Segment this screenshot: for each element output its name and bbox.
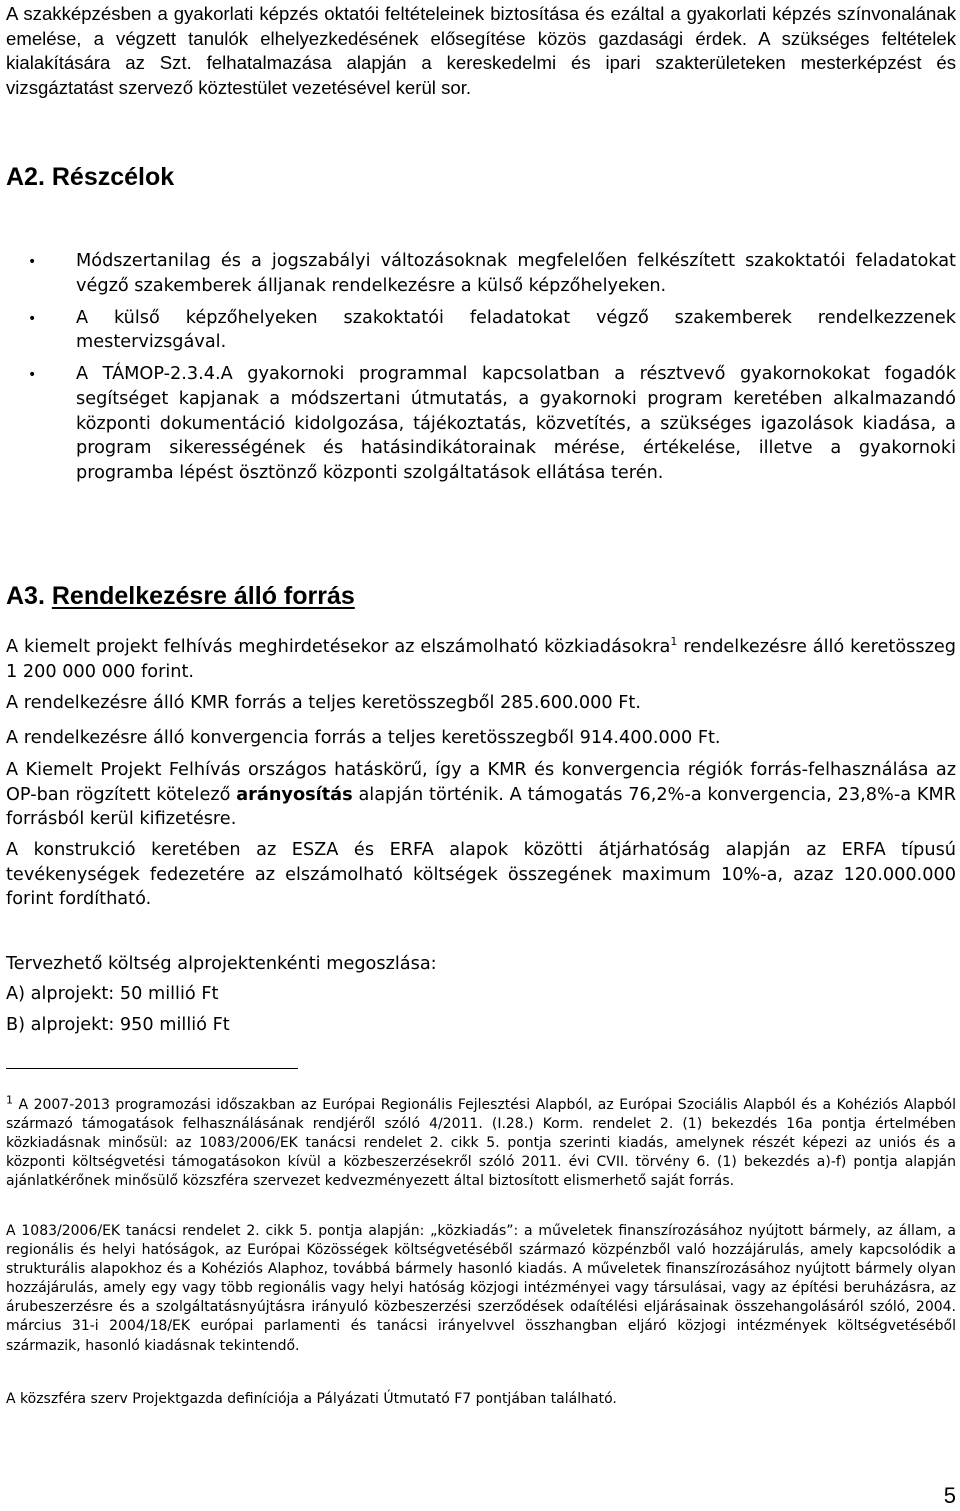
kmr-paragraph: A rendelkezésre álló KMR forrás a teljes keretösszegből 285.600.000 Ft. — [6, 693, 641, 713]
list-item — [6, 249, 956, 298]
budget-text-start: A kiemelt projekt felhívás meghirdetésekor az elszámolható közkiadásokra — [6, 637, 671, 657]
convergence-paragraph: A rendelkezésre álló konvergencia forrás a teljes keretösszegből 914.400.000 Ft. — [6, 728, 721, 748]
proportion-paragraph — [6, 758, 956, 832]
cost-split-heading: Tervezhető költség alprojektenkénti megoszlása: — [6, 954, 437, 974]
budget-paragraph — [6, 635, 956, 684]
footnote-1 — [6, 1093, 956, 1191]
bullet-icon: • — [28, 254, 37, 270]
bullet-icon: • — [28, 367, 37, 384]
proportion-text-end: alapján történik. A támogatás 76,2%-a konvergencia, 23,8%-a KMR forrásból kerül kifizetésre. — [6, 784, 957, 830]
section-a2-title: Részcélok — [51, 163, 175, 191]
goal-text: A külső képzőhelyeken szakoktatói feladatokat végző szakemberek rendelkezzenek mestervizsgával. — [76, 307, 956, 353]
intro-paragraph: A szakképzésben a gyakorlati képzés oktatói feltételeinek biztosítása és ezáltal a gyakorlati képzés színvonalának emelése, a végzett tanulók elhelyezkedésének elősegítése közös gazdasági érdek. A szükséges feltételek kialakítására az Szt. felhatalmazása alapján a kereskedelmi és ipari szakterületeken mesterképzést és vizsgáztatást szervező köztestület vezetésével kerül sor. — [6, 3, 956, 98]
section-a3-number: A3. — [6, 582, 45, 610]
section-a2-heading — [6, 162, 174, 192]
proportion-text-start: A Kiemelt Projekt Felhívás országos hatáskörű, így a KMR és konvergencia régiók forrás-felhasználása az OP-ban rögzített kötelező — [6, 760, 956, 805]
bullet-icon: • — [28, 310, 37, 327]
proportion-bold: arányosítás — [236, 784, 353, 805]
section-a3-title: Rendelkezésre álló forrás — [51, 582, 355, 610]
list-item — [6, 362, 956, 485]
footnote-ref[interactable]: 1 — [670, 635, 678, 649]
subproject-b: B) alprojekt: 950 millió Ft — [6, 1015, 230, 1035]
goals-list — [6, 249, 956, 493]
footnote-1-text: A 2007-2013 programozási időszakban az Európai Regionális Fejlesztési Alapból, az Európai Szociális Alapból és a Kohéziós Alapból származó támogatások felhasználásának rendjéről szóló 4/2011. (I.28.) Korm. rendelet 2. (1) bekezdés 16a pontja értelmében közkiadásnak minősül: az 1083/2006/EK tanácsi rendelet 2. cikk 5. pontja szerinti kiadás, amelynek részét képezi az uniós és a központi költségvetési támogatásokon kívül a közbeszerzésekről szóló 2011. évi CVII. törvény 6. (1) bekezdés a)-f) pontja alapján ajánlatkérőnek minősülő közszféra szervezet kedvezményezett által biztosított elismerhető saját forrás. — [6, 1097, 956, 1190]
list-item — [6, 306, 956, 355]
goal-text: Módszertanilag és a jogszabályi változásoknak megfelelően felkészített szakoktatói feladatokat végző szakemberek álljanak rendelkezésre a külső képzőhelyeken. — [76, 251, 956, 296]
section-a3-heading — [6, 581, 355, 611]
page-number: 5 — [943, 1483, 956, 1508]
goal-text: A TÁMOP-2.3.4.A gyakornoki programmal kapcsolatban a résztvevő gyakornokokat fogadók segítséget kapjanak a módszertani útmutatás, a gyakornoki program keretében alkalmazandó központi dokumentáció kidolgozása, tájékoztatás, közvetítés, a szükséges igazolások kiadása, a program sikerességének és hatásindikátorainak mérése, értékelése, illetve a gyakornoki programba lépést ösztönző központi szolgáltatások ellátása terén. — [76, 364, 956, 483]
esza-erfa-paragraph: A konstrukció keretében az ESZA és ERFA alapok közötti átjárhatóság alapján az ERFA típusú tevékenységek fedezetére az elszámolható költségek összegének maximum 10%-a, azaz 120.000.000 forint fordítható. — [6, 840, 956, 910]
subproject-a: A) alprojekt: 50 millió Ft — [6, 984, 219, 1004]
footnote-2: A 1083/2006/EK tanácsi rendelet 2. cikk 5. pontja alapján: „közkiadás”: a műveletek finanszírozásához nyújtott bármely, az állam, a regionális és helyi hatóságok, az Európai Közösségek költségvetéséből származó közpénzből való hozzájárulás, amely kapcsolódik a strukturális alapokhoz és a Kohéziós Alaphoz, továbbá bármely hasonló kiadás. A műveletek finanszírozásához nyújtott bármely olyan hozzájárulás, amely egy vagy több regionális vagy helyi hatóság közjogi intézményei vagy társulásai, vagy az építési beruházásra, az árubeszerzésre és a szolgáltatásnyújtásra irányuló közbeszerzési szerződések odaítélési eljárásainak összehangolásáról szóló, 2004. március 31-i 2004/18/EK európai parlamenti és tanácsi irányelvvel összhangban eljáró közjogi intézmények költségvetéséből származik, hasonló kiadásnak tekintendő. — [6, 1223, 956, 1354]
footnote-3: A közszféra szerv Projektgazda definíciója a Pályázati Útmutató F7 pontjában található. — [6, 1391, 617, 1407]
section-a2-number: A2. — [6, 163, 45, 191]
footnote-number: 1 — [6, 1093, 13, 1107]
budget-text-end: rendelkezésre álló keretösszeg 1 200 000 000 forint. — [6, 637, 956, 682]
footnote-divider — [6, 1068, 298, 1069]
